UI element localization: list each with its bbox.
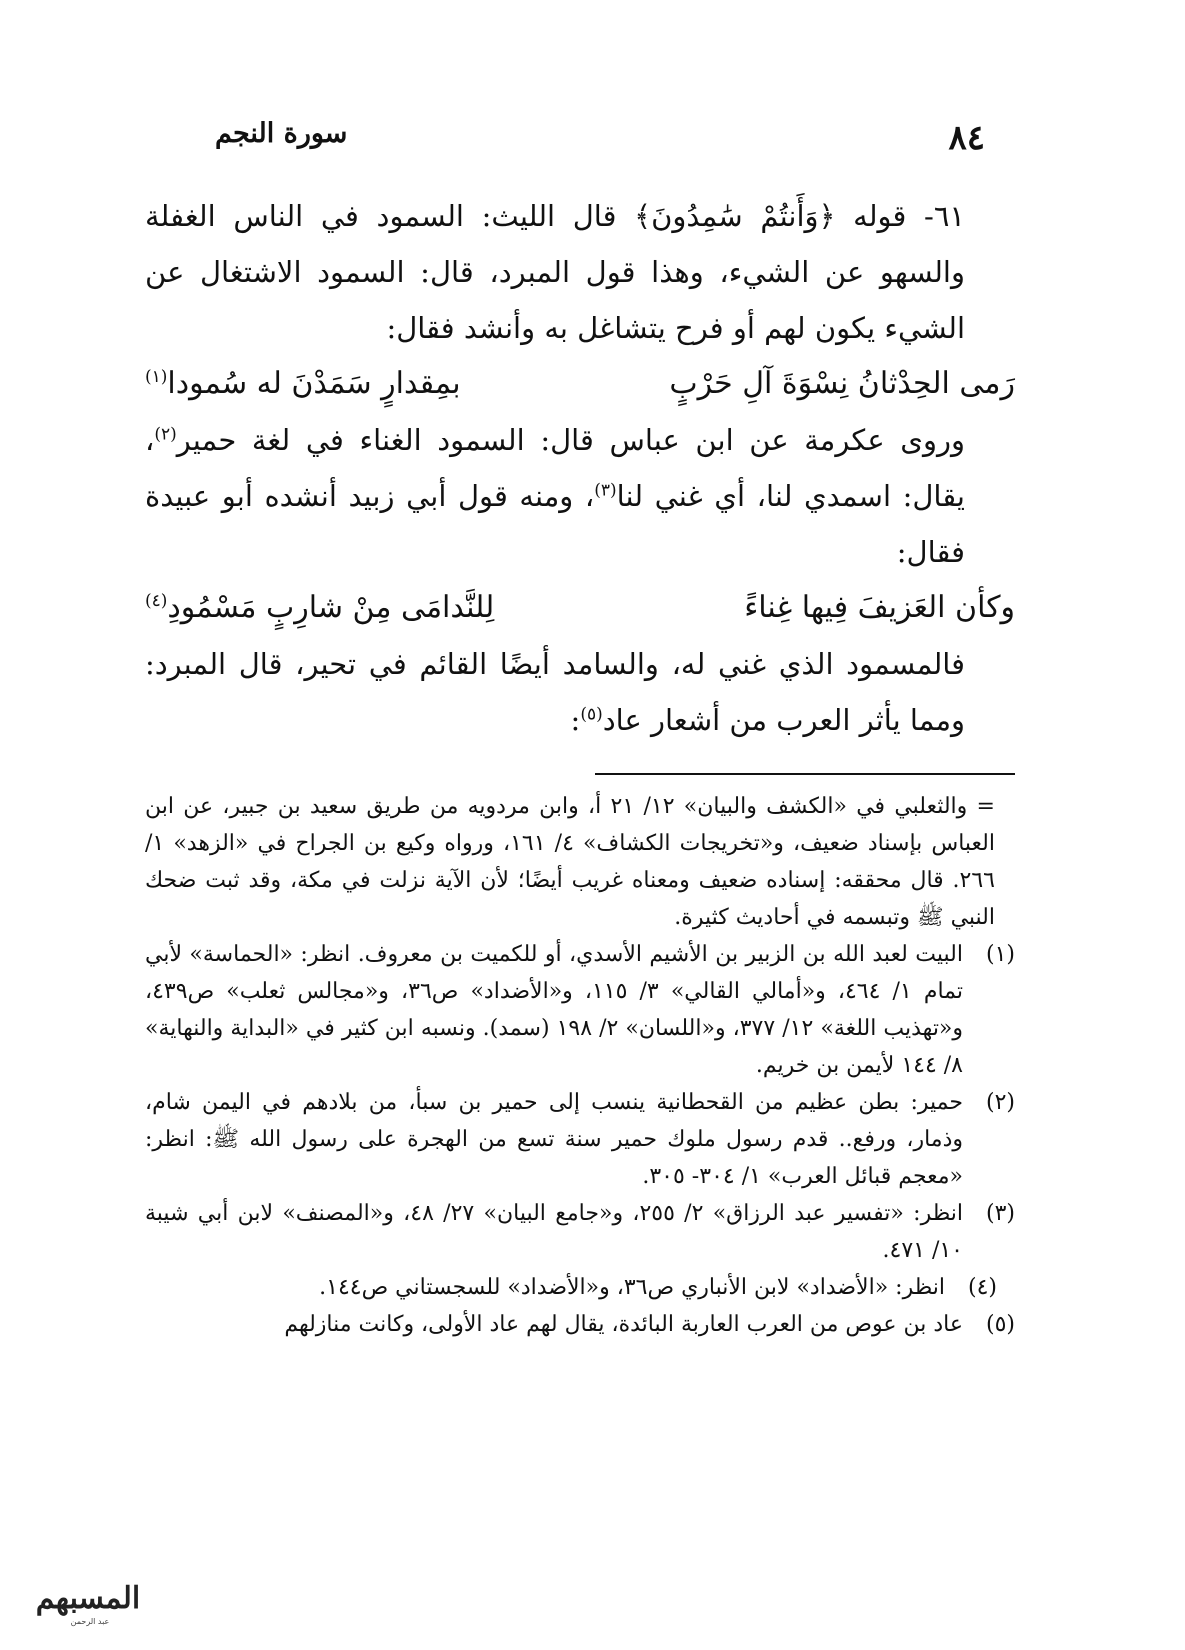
footnote-4 bbox=[145, 1269, 1015, 1306]
paragraph-masmud: فالمسمود الذي غني له، والسامد أيضًا القائم في تحير، قال المبرد: ومما يأثر العرب من أشعار عاد$^{(٥)}$: bbox=[145, 647, 965, 737]
footnote-2 bbox=[145, 1084, 1015, 1195]
footnote-ref-5: (٥) bbox=[580, 704, 603, 725]
footnote-ref-1: (١) bbox=[145, 367, 168, 387]
poem-verse-2 bbox=[145, 580, 1015, 636]
footnote-number: (٣) bbox=[985, 1201, 1015, 1226]
footnote-text: البيت لعبد الله بن الزبير بن الأشيم الأسدي، أو للكميت بن معروف. انظر: «الحماسة» لأبي تمام ١/ ٤٦٤، و«أمالي القالي» ٣/ ١١٥، و«الأضداد» ص٣٦، و«مجالس ثعلب» ص٤٣٩، و«تهذيب اللغة» ١٢/ ٣٧٧، و«اللسان» ٢/ ١٩٨ (سمد). ونسبه ابن كثير في «البداية والنهاية» ٨/ ١٤٤ لأيمن بن خريم. bbox=[145, 942, 964, 1078]
footnote-number: (٥) bbox=[985, 1312, 1015, 1337]
footnotes bbox=[145, 788, 1015, 1343]
logo-sub-text: عبد الرحمن bbox=[70, 1617, 110, 1626]
page-header bbox=[215, 118, 1015, 168]
logo-main-text: المسبهم bbox=[35, 1581, 141, 1616]
footnote-number: (٢) bbox=[985, 1090, 1015, 1115]
footnote-text: حمير: بطن عظيم من القحطانية ينسب إلى حمير بن سبأ، من بلادهم في اليمن شام، وذمار، ورفع.. قدم رسول ملوك حمير سنة تسع من الهجرة على رسول الله ﷺ: انظر: «معجم قبائل العرب» ١/ ٣٠٤- ٣٠٥. bbox=[145, 1090, 963, 1189]
footnote-continuation: = والثعلبي في «الكشف والبيان» ١٢/ ٢١ أ، وابن مردويه من طريق سعيد بن جبير، عن ابن العباس بإسناد ضعيف، و«تخريجات الكشاف» ٤/ ١٦١، ورواه وكيع بن الجراح في «الزهد» ١/ ٢٦٦. قال محققه: إسناده ضعيف ومعناه غريب أيضًا؛ لأن الآية نزلت في مكة، وقد ثبت ضحك النبي ﷺ وتبسمه في أحاديث كثيرة. bbox=[145, 794, 995, 930]
verse-2-first-hemistich: وكأن العَزيفَ فِيها غِناءً bbox=[744, 590, 1015, 625]
surah-title: سورة النجم bbox=[215, 118, 348, 149]
page-number: ٨٤ bbox=[948, 118, 985, 158]
paragraph-61: ٦١- قوله ﴿وَأَنتُمْ سَٰمِدُونَ﴾ قال الليث: السمود في الناس الغفلة والسهو عن الشيء، وهذا قول المبرد، قال: السمود الاشتغال عن الشيء يكون لهم أو فرح يتشاغل به وأنشد فقال: bbox=[145, 199, 965, 345]
verse-2-second-hemistich: لِلنَّدامَى مِنْ شارِبٍ مَسْمُودِ$^{(٤)}$ bbox=[145, 590, 495, 625]
footnote-ref-2: (٢) bbox=[154, 424, 177, 445]
main-text bbox=[145, 188, 1015, 748]
verse-1-second-hemistich: بمِقدارٍ سَمَدْنَ له سُمودا$^{(١)}$ bbox=[145, 366, 461, 401]
footnote-text: انظر: «تفسير عبد الرزاق» ٢/ ٢٥٥، و«جامع البيان» ٢٧/ ٤٨، و«المصنف» لابن أبي شيبة ١٠/ ٤٧١. bbox=[145, 1201, 963, 1263]
footnote-5 bbox=[145, 1306, 1015, 1343]
publisher-logo bbox=[28, 1570, 148, 1630]
footnote-number: (٤) bbox=[967, 1275, 997, 1300]
footnote-text: عاد بن عوص من العرب العاربة البائدة، يقال لهم عاد الأولى، وكانت منازلهم bbox=[284, 1312, 963, 1337]
poem-verse-1 bbox=[145, 356, 1015, 412]
footnote-ref-4: (٤) bbox=[145, 591, 168, 611]
footnote-number: (١) bbox=[985, 942, 1015, 967]
footnote-ref-3: (٣) bbox=[594, 480, 617, 501]
footnote-1 bbox=[145, 936, 1015, 1084]
footnote-text: انظر: «الأضداد» لابن الأنباري ص٣٦، و«الأضداد» للسجستاني ص١٤٤. bbox=[319, 1275, 945, 1300]
verse-1-first-hemistich: رَمى الحِدْثانُ نِسْوَةَ آلِ حَرْبٍ bbox=[669, 366, 1015, 401]
paragraph-ikrimah: وروى عكرمة عن ابن عباس قال: السمود الغناء في لغة حمير$^{(٢)}$، يقال: اسمدي لنا، أي غني لنا$^{(٣)}$، ومنه قول أبي زبيد أنشده أبو عبيدة فقال: bbox=[145, 423, 966, 569]
footnote-divider bbox=[595, 773, 1015, 775]
footnote-3 bbox=[145, 1195, 1015, 1269]
